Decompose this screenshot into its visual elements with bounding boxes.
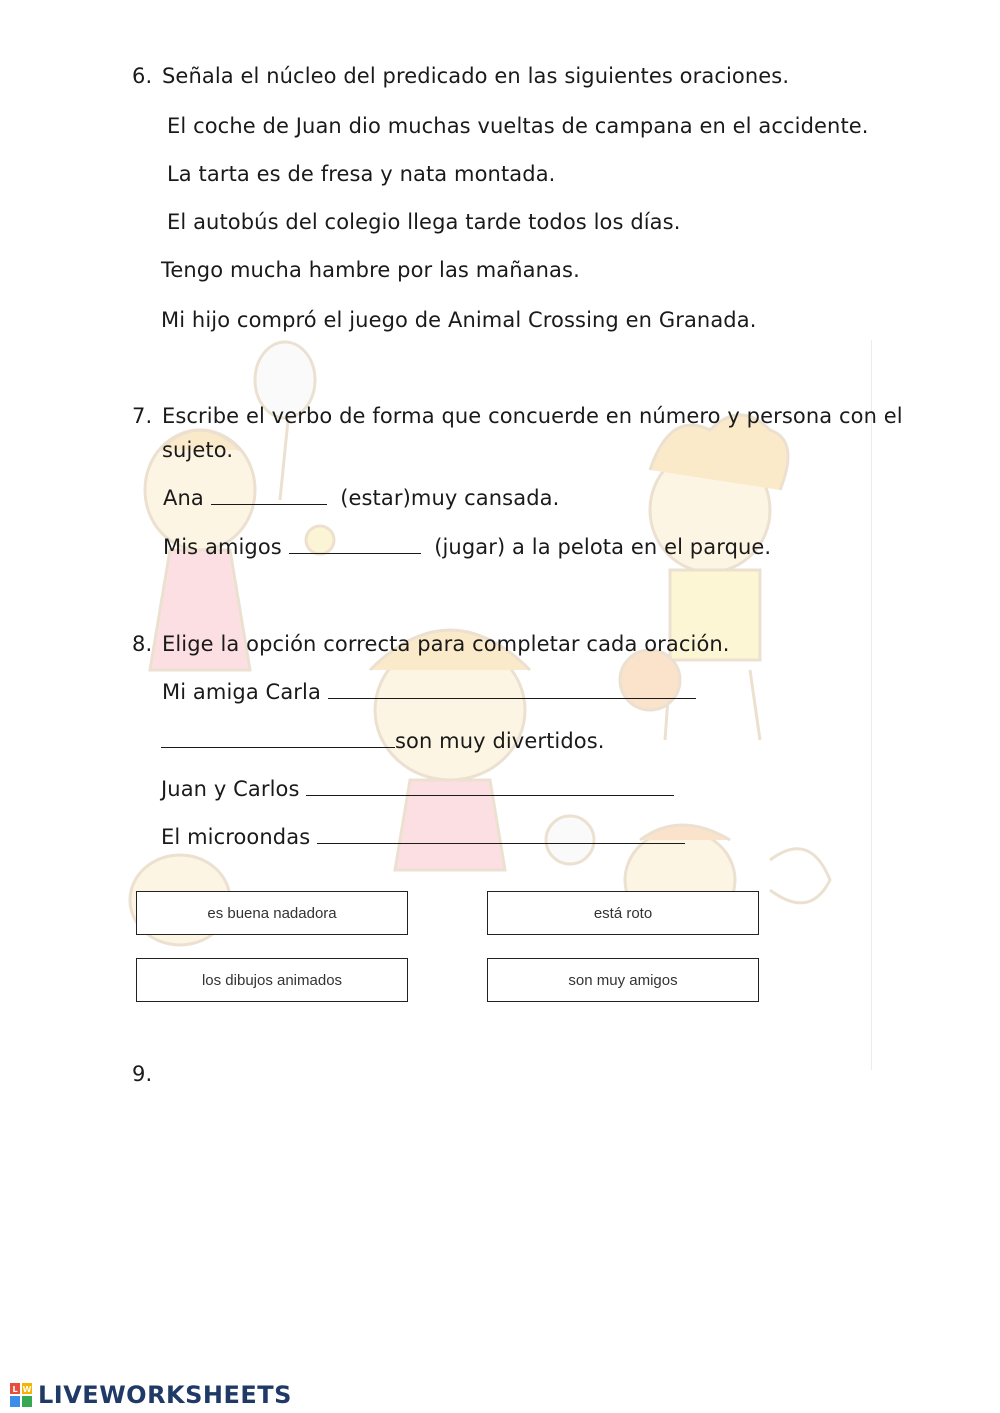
- q7-item-1: [163, 484, 559, 512]
- q6-sentence-1[interactable]: El coche de Juan dio muchas vueltas de campana en el accidente.: [167, 114, 869, 138]
- q8-item-4: [161, 823, 685, 851]
- logo-letter-l: L: [12, 1385, 18, 1394]
- q8-item-3-drop-field[interactable]: [306, 775, 674, 796]
- q8-item-3: [161, 775, 674, 803]
- q8-item-1-drop-field[interactable]: [328, 678, 696, 699]
- q7-prompt-line2: sujeto.: [162, 438, 234, 462]
- liveworksheets-brand-text: LIVEWORKSHEETS: [38, 1381, 292, 1409]
- q7-item-1-subject: Ana: [163, 486, 204, 510]
- q9-number: 9.: [132, 1062, 153, 1086]
- q7-item-1-answer-field[interactable]: [211, 484, 327, 505]
- q6-sentence-2[interactable]: La tarta es de fresa y nata montada.: [167, 162, 556, 186]
- q7-prompt-line1: Escribe el verbo de forma que concuerde en número y persona con el: [162, 404, 903, 428]
- q8-item-2-text: son muy divertidos.: [395, 729, 605, 753]
- q8-item-1: [162, 678, 696, 706]
- q8-number: 8.: [132, 632, 153, 656]
- q8-item-1-text: Mi amiga Carla: [162, 680, 321, 704]
- q8-item-2: [161, 727, 605, 755]
- option-esta-roto[interactable]: está roto: [487, 891, 759, 935]
- logo-letter-w: W: [22, 1385, 32, 1394]
- q7-item-2-answer-field[interactable]: [289, 533, 421, 554]
- q6-number: 6.: [132, 64, 153, 88]
- q6-sentence-5[interactable]: Mi hijo compró el juego de Animal Crossing en Granada.: [161, 308, 757, 332]
- q8-item-3-text: Juan y Carlos: [161, 777, 300, 801]
- q8-item-4-drop-field[interactable]: [317, 823, 685, 844]
- q7-item-2-hint: (jugar) a la pelota en el parque.: [434, 535, 772, 559]
- option-los-dibujos-animados[interactable]: los dibujos animados: [136, 958, 408, 1002]
- q7-item-2-subject: Mis amigos: [163, 535, 282, 559]
- q7-item-1-hint: (estar)muy cansada.: [340, 486, 560, 510]
- option-son-muy-amigos[interactable]: son muy amigos: [487, 958, 759, 1002]
- q6-prompt: [132, 62, 789, 90]
- page-divider: [871, 340, 872, 1070]
- q7-prompt: [132, 402, 903, 430]
- option-es-buena-nadadora[interactable]: es buena nadadora: [136, 891, 408, 935]
- q8-item-4-text: El microondas: [161, 825, 311, 849]
- liveworksheets-logo[interactable]: [10, 1380, 292, 1410]
- q6-prompt-text: Señala el núcleo del predicado en las siguientes oraciones.: [162, 64, 790, 88]
- liveworksheets-logo-icon: [10, 1383, 32, 1407]
- q8-prompt: [132, 630, 730, 658]
- q6-sentence-4[interactable]: Tengo mucha hambre por las mañanas.: [161, 258, 580, 282]
- q8-prompt-text: Elige la opción correcta para completar cada oración.: [162, 632, 730, 656]
- q6-sentence-3[interactable]: El autobús del colegio llega tarde todos los días.: [167, 210, 681, 234]
- q7-number: 7.: [132, 404, 153, 428]
- q8-item-2-drop-field[interactable]: [161, 727, 395, 748]
- q7-item-2: [163, 533, 771, 561]
